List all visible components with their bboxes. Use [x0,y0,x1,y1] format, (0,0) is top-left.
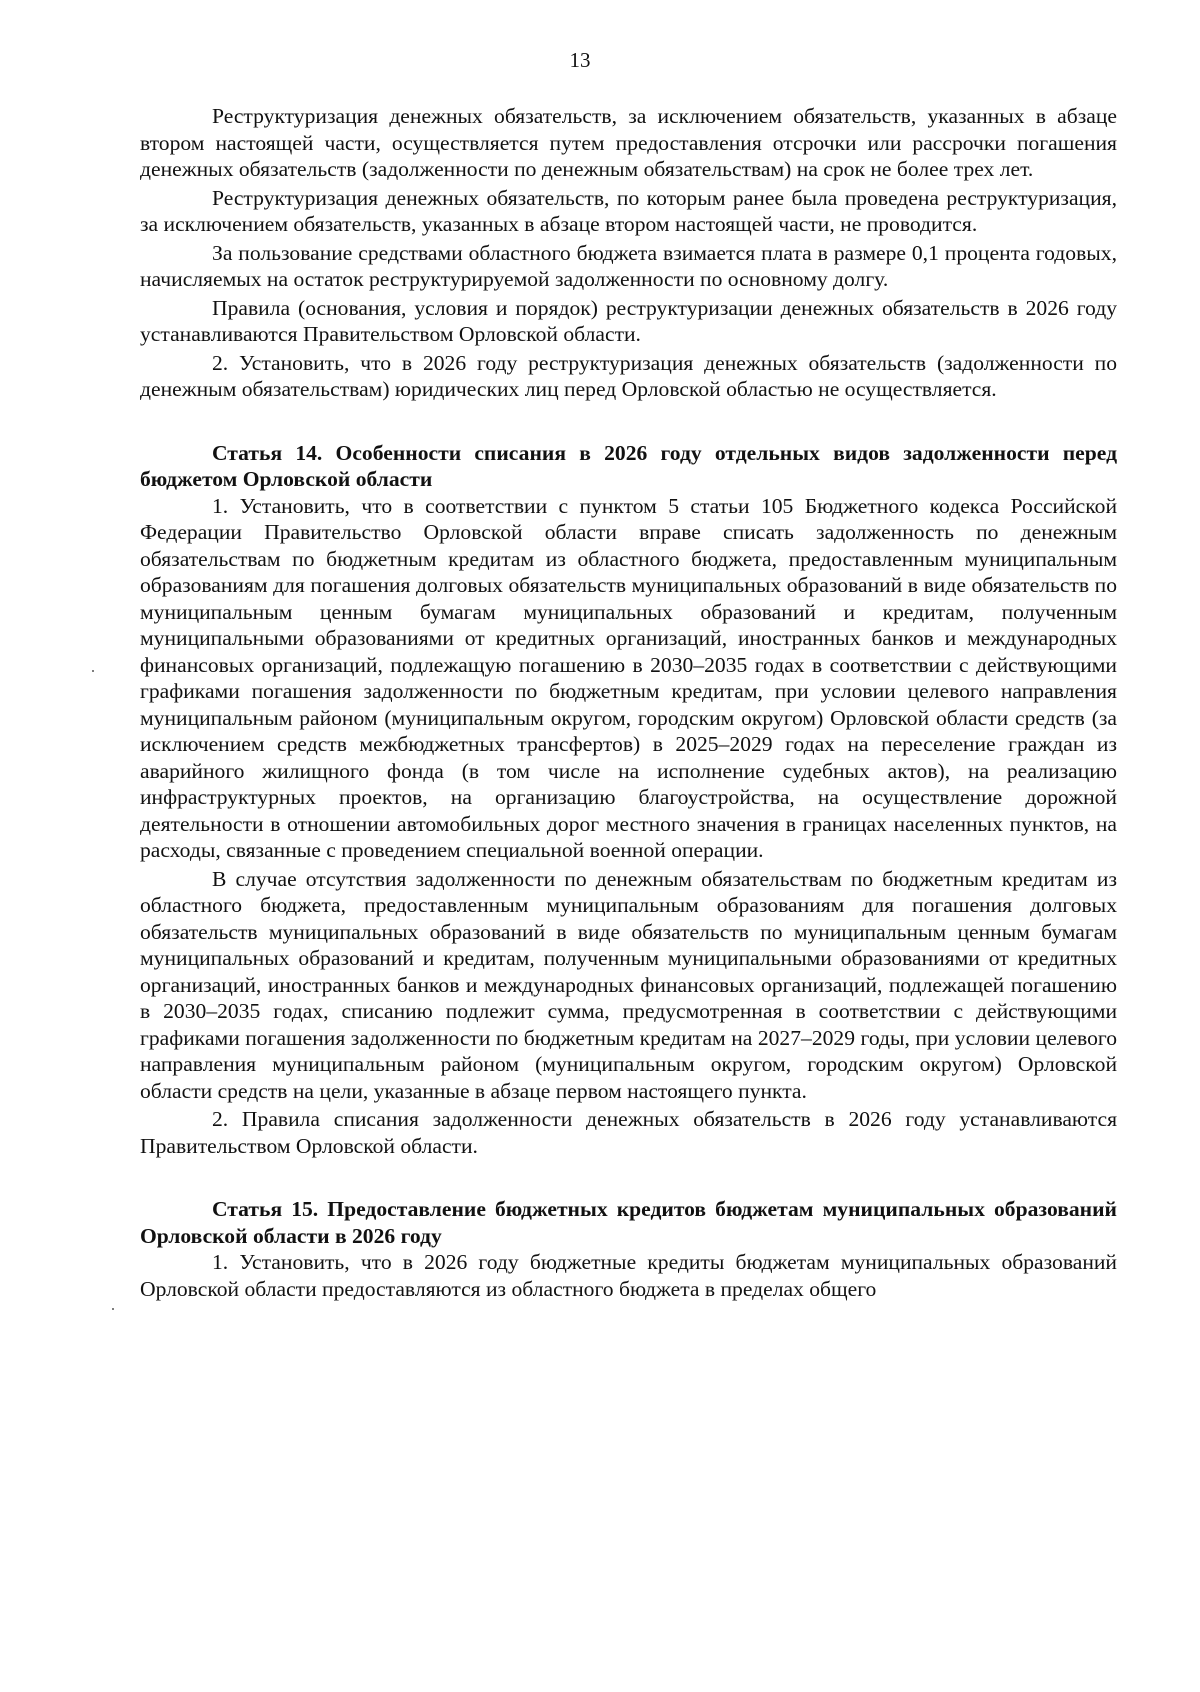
article-14-heading: Статья 14. Особенности списания в 2026 году отдельных видов задолженности перед бюджетом Орловской области [140,440,1117,491]
scan-speck [112,1308,114,1310]
scan-speck [92,670,94,672]
page-number: 13 [569,48,591,72]
paragraph: Реструктуризация денежных обязательств, по которым ранее была проведена реструктуризация, за исключением обязательств, указанных в абзаце втором настоящей части, не проводится. [140,185,1117,236]
paragraph: 2. Установить, что в 2026 году реструктуризация денежных обязательств (задолженности по денежным обязательствам) юридических лиц перед Орловской областью не осуществляется. [140,350,1117,401]
paragraph: Реструктуризация денежных обязательств, за исключением обязательств, указанных в абзаце втором настоящей части, осуществляется путем предоставления отсрочки или рассрочки погашения денежных обязательств (задолженности по денежным обязательствам) на срок не более трех лет. [140,104,1117,181]
article-14-paragraph: 2. Правила списания задолженности денежных обязательств в 2026 году устанавливаются Правительством Орловской области. [140,1107,1117,1158]
document-body [140,103,1117,1302]
paragraph: Правила (основания, условия и порядок) реструктуризации денежных обязательств в 2026 году устанавливаются Правительством Орловской области. [140,295,1117,346]
article-14-paragraph: 1. Установить, что в соответствии с пунктом 5 статьи 105 Бюджетного кодекса Российской Федерации Правительство Орловской области вправе списать задолженность по денежным обязательствам по бюджетным кредитам из областного бюджета, предоставленным муниципальным образованиям для погашения долговых обязательств муниципальных образований в виде обязательств по муниципальным ценным бумагам муниципальных образований и кредитам, полученным муниципальными образованиями от кредитных организаций, иностранных банков и международных финансовых организаций, подлежащую погашению в 2030–2035 годах в соответствии с действующими графиками погашения задолженности по бюджетным кредитам, при условии целевого направления муниципальным районом (муниципальным округом, городским округом) Орловской области средств (за исключением средств межбюджетных трансфертов) в 2025–2029 годах на переселение граждан из аварийного жилищного фонда (в том числе на исполнение судебных актов), на реализацию инфраструктурных проектов, на организацию благоустройства, на осуществление дорожной деятельности в отношении автомобильных дорог местного значения в границах населенных пунктов, на расходы, связанные с проведением специальной военной операции. [140,493,1117,862]
paragraph: За пользование средствами областного бюджета взимается плата в размере 0,1 процента годовых, начисляемых на остаток реструктурируемой задолженности по основному долгу. [140,240,1117,291]
article-15-paragraph: 1. Установить, что в 2026 году бюджетные кредиты бюджетам муниципальных образований Орловской области предоставляются из областного бюджета в пределах общего [140,1250,1117,1301]
article-15-heading: Статья 15. Предоставление бюджетных кредитов бюджетам муниципальных образований Орловской области в 2026 году [140,1197,1117,1248]
article-14-paragraph: В случае отсутствия задолженности по денежным обязательствам по бюджетным кредитам из областного бюджета, предоставленным муниципальным образованиям для погашения долговых обязательств муниципальных образований в виде обязательств по муниципальным ценным бумагам муниципальных образований и кредитам, полученным муниципальными образованиями от кредитных организаций, иностранных банков и международных финансовых организаций, подлежащей погашению в 2030–2035 годах, списанию подлежит сумма, предусмотренная в соответствии с действующими графиками погашения задолженности по бюджетным кредитам на 2027–2029 годы, при условии целевого направления муниципальным районом (муниципальным округом, городским округом) Орловской области средств на цели, указанные в абзаце первом настоящего пункта. [140,866,1117,1103]
